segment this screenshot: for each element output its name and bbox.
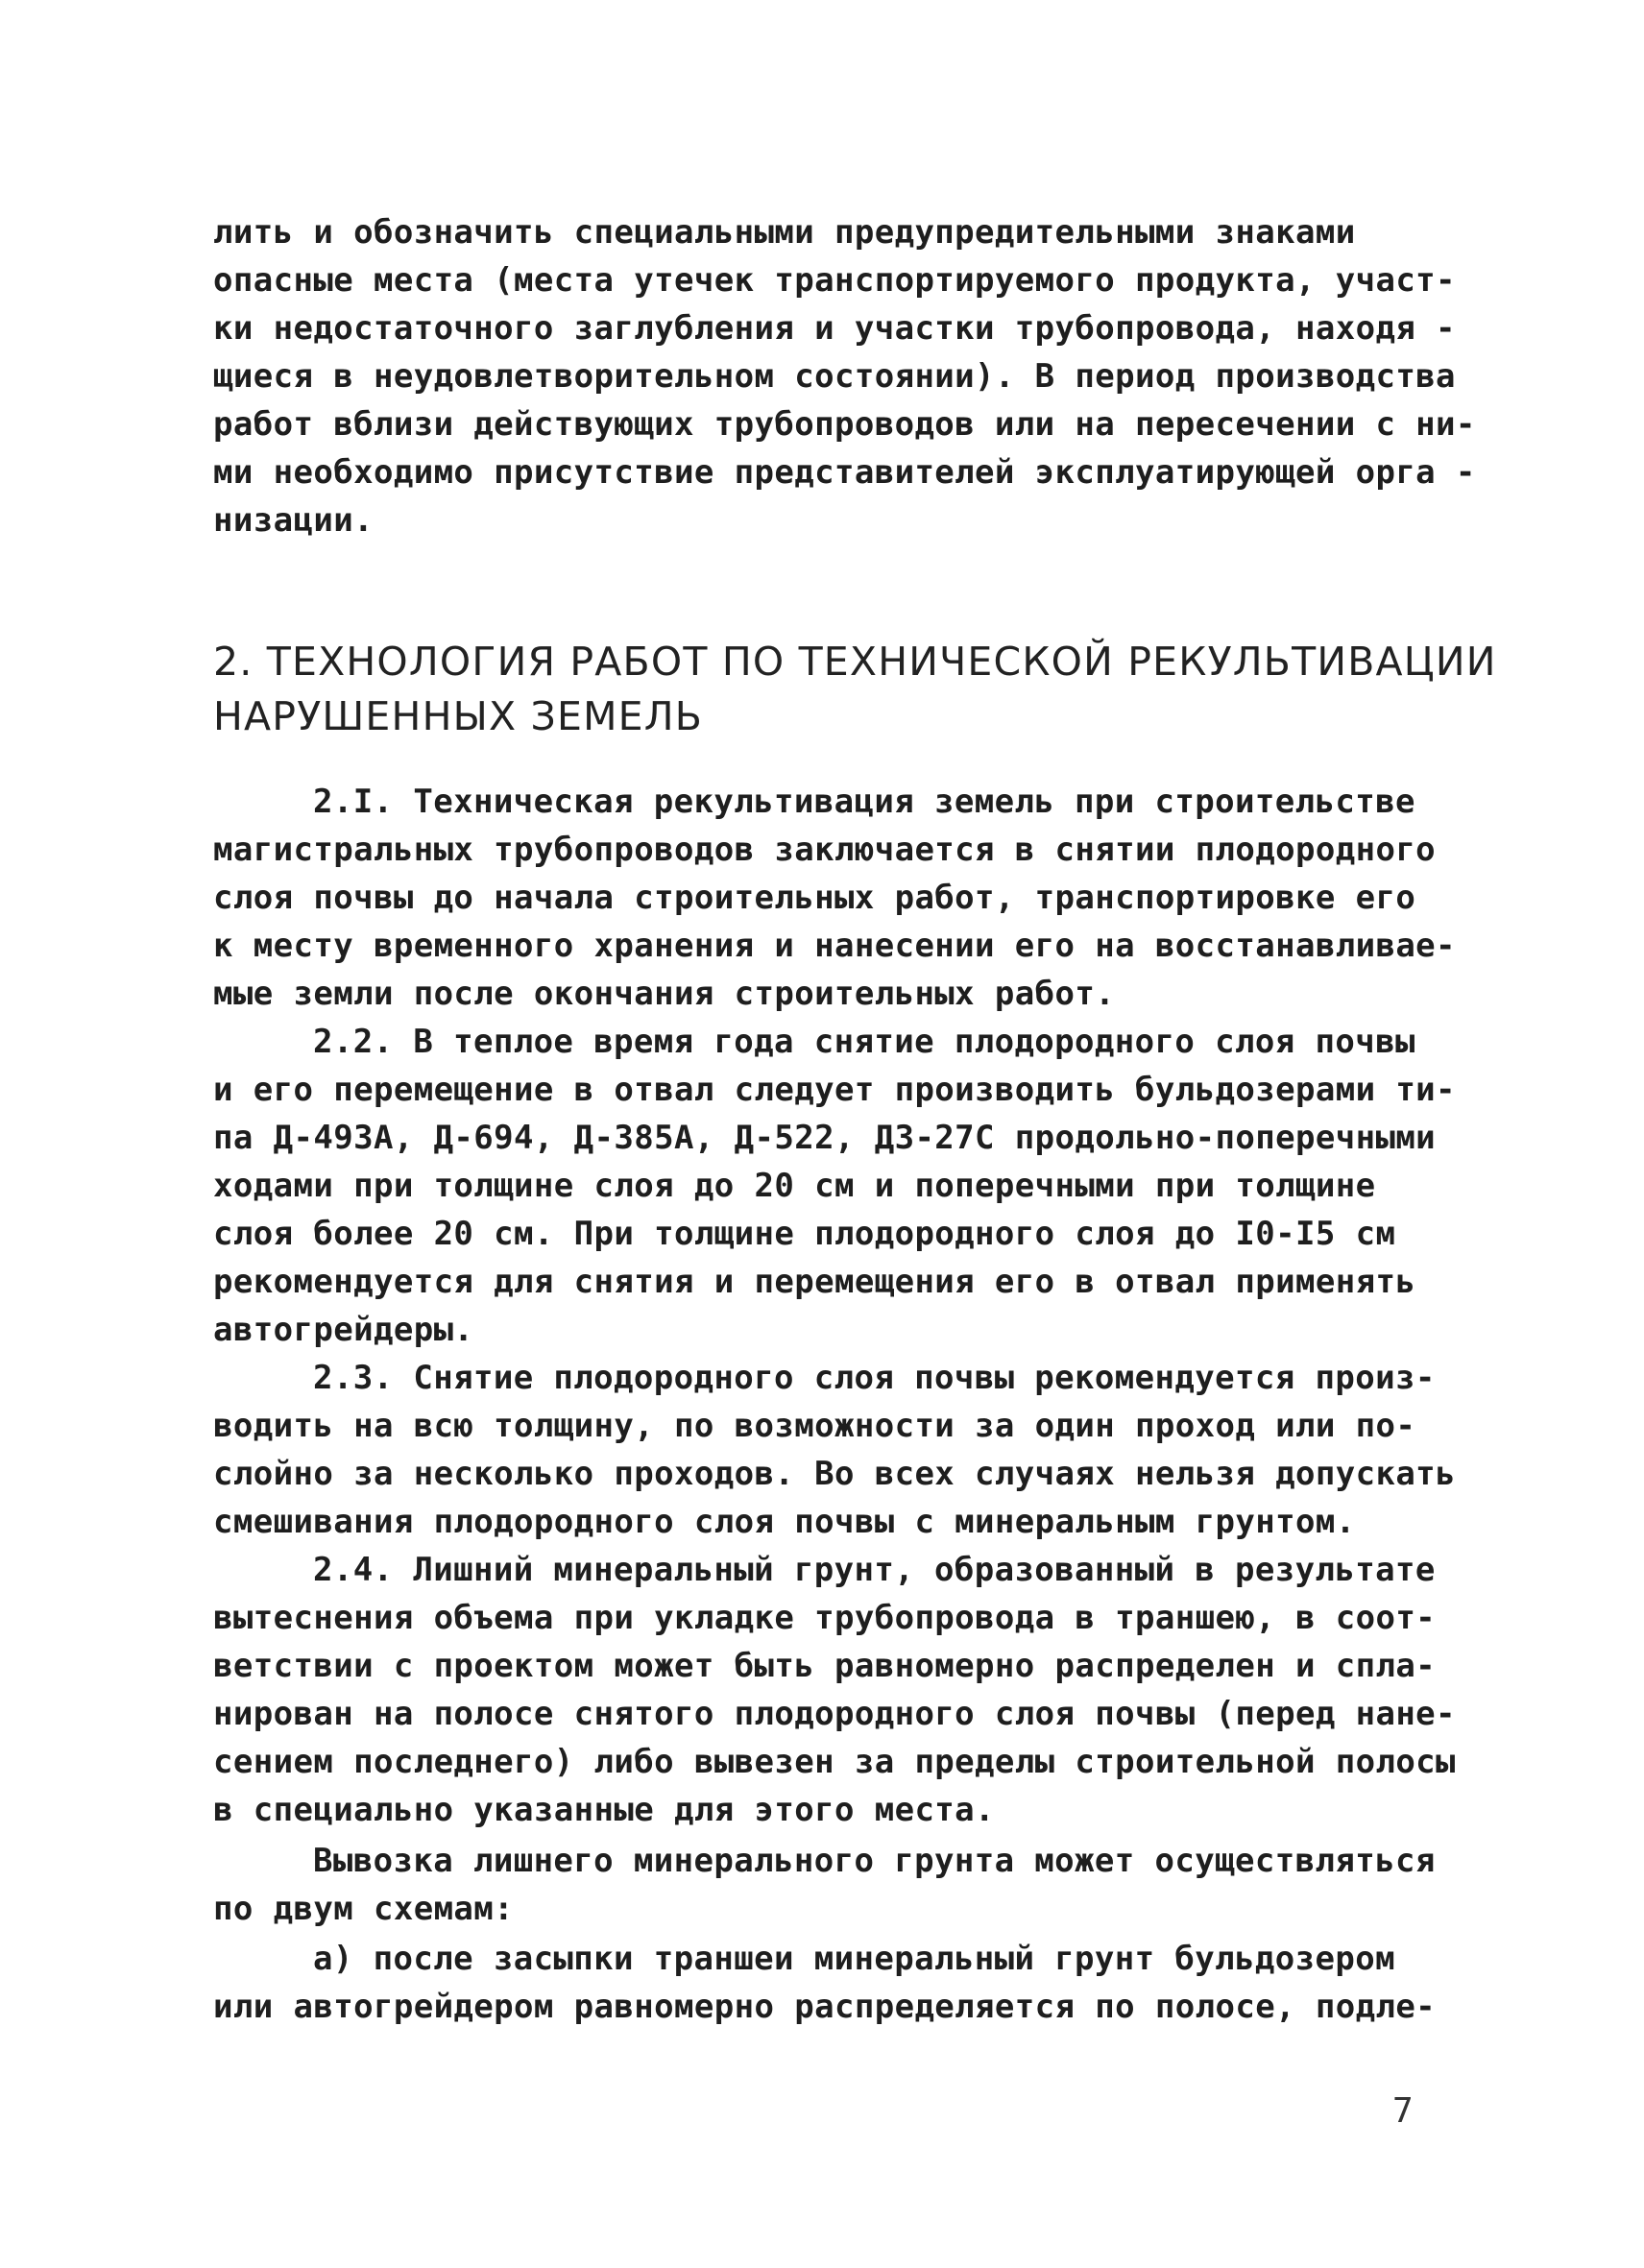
text-line: автогрейдеры. (213, 1311, 474, 1349)
paragraph-2-3-start: 2.3. Снятие плодородного слоя почвы рекомендуется произ- (313, 1359, 1436, 1397)
paragraph-removal-start: Вывозка лишнего минерального грунта может осуществляться (313, 1842, 1436, 1880)
text-line: щиеся в неудовлетворительном состоянии). В период производства (213, 357, 1456, 396)
text-line: лить и обозначить специальными предупредительными знаками (213, 213, 1356, 252)
section-heading-line-2: НАРУШЕННЫХ ЗЕМЕЛЬ (213, 693, 704, 739)
text-line: ми необходимо присутствие представителей эксплуатирующей орга - (213, 453, 1476, 492)
text-line: вытеснения объема при укладке трубопровода в траншею, в соот- (213, 1599, 1437, 1637)
text-line: нирован на полосе снятого плодородного слоя почвы (перед нане- (213, 1695, 1456, 1733)
text-line: слойно за несколько проходов. Во всех случаях нельзя допускать (213, 1455, 1456, 1493)
text-line: в специально указанные для этого места. (213, 1791, 995, 1829)
text-line: сением последнего) либо вывезен за пределы строительной полосы (213, 1743, 1456, 1781)
text-line: ходами при толщине слоя до 20 см и поперечными при толщине (213, 1167, 1376, 1205)
section-heading-line-1: 2. ТЕХНОЛОГИЯ РАБОТ ПО ТЕХНИЧЕСКОЙ РЕКУЛЬТИВАЦИИ (213, 639, 1497, 685)
text-line: смешивания плодородного слоя почвы с минеральным грунтом. (213, 1503, 1356, 1541)
text-line: или автогрейдером равномерно распределяется по полосе, подле- (213, 1988, 1437, 2026)
text-line: водить на всю толщину, по возможности за один проход или по- (213, 1407, 1416, 1445)
text-line: ветствии с проектом может быть равномерно распределен и спла- (213, 1647, 1437, 1685)
text-line: слоя почвы до начала строительных работ, транспортировке его (213, 879, 1416, 917)
paragraph-2-2-start: 2.2. В теплое время года снятие плодородного слоя почвы (313, 1023, 1415, 1061)
text-line: низации. (213, 501, 374, 540)
text-line: ки недостаточного заглубления и участки трубопровода, находя - (213, 309, 1456, 348)
text-line: слоя более 20 см. При толщине плодородного слоя до I0-I5 см (213, 1215, 1396, 1253)
text-line: магистральных трубопроводов заключается в снятии плодородного (213, 831, 1437, 869)
paragraph-2-1-start: 2.I. Техническая рекультивация земель при строительстве (313, 783, 1415, 821)
text-line: рекомендуется для снятия и перемещения его в отвал применять (213, 1263, 1416, 1301)
text-line: по двум схемам: (213, 1890, 515, 1928)
text-line: опасные места (места утечек транспортируемого продукта, участ- (213, 261, 1456, 300)
page-number: 7 (1392, 2091, 1414, 2131)
paragraph-2-4-start: 2.4. Лишний минеральный грунт, образованный в результате (313, 1551, 1436, 1589)
text-line: к месту временного хранения и нанесении его на восстанавливае- (213, 927, 1456, 965)
text-line: работ вблизи действующих трубопроводов или на пересечении с ни- (213, 405, 1476, 444)
text-line: и его перемещение в отвал следует производить бульдозерами ти- (213, 1071, 1456, 1109)
text-line: мые земли после окончания строительных работ. (213, 975, 1116, 1013)
list-item-a-start: а) после засыпки траншеи минеральный грунт бульдозером (313, 1940, 1395, 1978)
text-line: па Д-493А, Д-694, Д-385А, Д-522, ДЗ-27С продольно-поперечными (213, 1119, 1437, 1157)
